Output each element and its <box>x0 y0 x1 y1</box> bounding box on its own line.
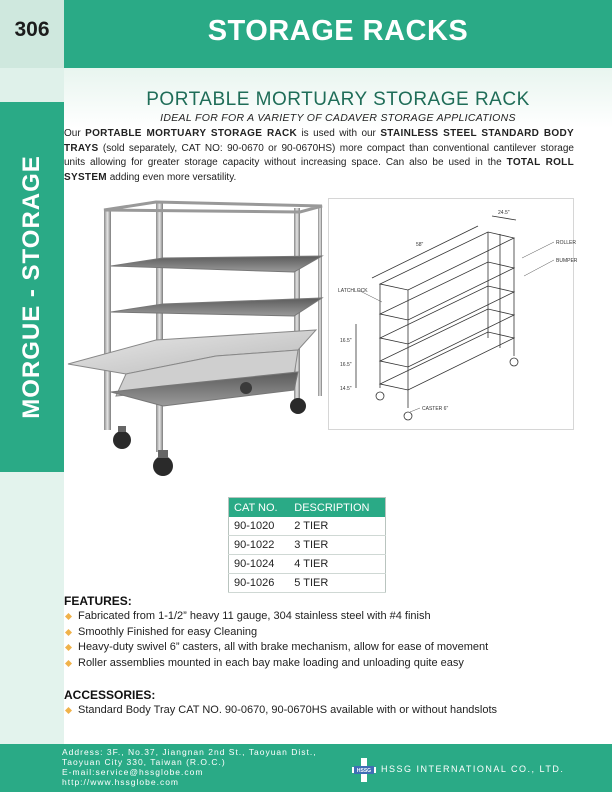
page-number: 306 <box>14 18 50 41</box>
height-2-label: 16.5" <box>340 362 352 368</box>
header-bar <box>64 0 612 68</box>
feature-text: Heavy-duty swivel 6” casters, all with brake mechanism, allow for ease of movement <box>78 641 489 653</box>
list-item <box>64 656 584 672</box>
feature-text: Smoothly Finished for easy Cleaning <box>78 625 258 638</box>
side-band-top <box>0 68 64 102</box>
bumper-label: BUMPER <box>556 258 578 264</box>
accessories-heading: ACCESSORIES: <box>64 688 156 702</box>
address-line-1: Address: 3F., No.37, Jiangnan 2nd St., Taoyuan Dist., <box>62 747 317 757</box>
rack-diagram <box>328 198 578 430</box>
rack-photo <box>66 200 322 482</box>
features-heading: FEATURES: <box>64 594 132 608</box>
caster-label: CASTER 6" <box>422 406 449 412</box>
latchlock-label: LATCHLOCK <box>338 288 368 294</box>
description: 5 TIER <box>289 574 385 593</box>
feature-text: Fabricated from 1-1/2” heavy 11 gauge, 304 stainless steel with #4 finish <box>78 610 431 622</box>
diamond-bullet-icon <box>65 644 72 651</box>
list-item <box>64 609 584 625</box>
intro-text-2: is used with our <box>297 128 381 139</box>
intro-text-4: adding even more versatility. <box>106 171 237 183</box>
side-label: MORGUE - STORAGE <box>18 155 45 419</box>
address-line-2: Taoyuan City 330, Taiwan (R.O.C.) <box>62 757 226 767</box>
features-list <box>64 609 584 671</box>
page-title: STORAGE RACKS <box>207 15 469 47</box>
intro-paragraph <box>64 127 574 185</box>
table-row <box>229 574 386 593</box>
roller-label: ROLLER <box>556 240 577 246</box>
cat-no: 90-1022 <box>229 536 290 555</box>
intro-bold-1: PORTABLE MORTUARY STORAGE RACK <box>85 128 298 139</box>
svg-text:HSSG: HSSG <box>356 768 372 775</box>
feature-text: Roller assemblies mounted in each bay make loading and unloading quite easy <box>78 656 464 669</box>
diamond-bullet-icon <box>65 629 72 636</box>
table-row <box>229 536 386 555</box>
dim-length-label: 58" <box>416 242 424 248</box>
description: 3 TIER <box>289 536 385 555</box>
table-header-row <box>229 498 386 518</box>
table-row <box>229 517 386 536</box>
cat-no: 90-1020 <box>229 517 290 536</box>
list-item <box>64 703 584 719</box>
catalog-table <box>228 497 386 593</box>
dim-width-label: 24.5" <box>498 210 510 216</box>
accessories-list <box>64 703 584 719</box>
footer-address <box>62 747 317 787</box>
email-link[interactable]: E-mail:service@hssglobe.com <box>62 767 204 777</box>
side-band-lower <box>0 472 64 744</box>
intro-bold-2: STAINLESS STEEL STANDARD BODY TRAYS <box>64 128 574 154</box>
website-link[interactable]: http://www.hssglobe.com <box>62 777 180 787</box>
diamond-bullet-icon <box>65 707 72 714</box>
intro-bold-3: TOTAL ROLL SYSTEM <box>64 157 575 183</box>
col-header-desc: DESCRIPTION <box>289 498 385 518</box>
diamond-bullet-icon <box>65 613 72 620</box>
list-item <box>64 625 584 641</box>
height-3-label: 14.5" <box>340 386 352 392</box>
height-1-label: 16.5" <box>340 338 352 344</box>
intro-text-1: Our <box>64 128 86 139</box>
description: 2 TIER <box>289 517 385 536</box>
table-row <box>229 555 386 574</box>
cat-no: 90-1024 <box>229 555 290 574</box>
description: 4 TIER <box>289 555 385 574</box>
footer <box>0 744 612 792</box>
page-number-box <box>0 0 64 68</box>
accessory-text: Standard Body Tray CAT NO. 90-0670, 90-0670HS available with or without handslots <box>78 704 498 716</box>
intro-text-3: (sold separately, CAT NO: 90-0670 or 90-0670HS) more compact than conventional cantilever storage units allowing for greater storage capacity without increasing space. Can also be used in the <box>64 142 574 168</box>
diamond-bullet-icon <box>65 660 72 667</box>
list-item <box>64 640 584 656</box>
company-logo-icon <box>352 758 376 782</box>
product-title: PORTABLE MORTUARY STORAGE RACK <box>146 89 530 110</box>
cat-no: 90-1026 <box>229 574 290 593</box>
col-header-cat: CAT NO. <box>229 498 290 518</box>
product-subtitle: IDEAL FOR FOR A VARIETY OF CADAVER STORAGE APPLICATIONS <box>160 112 516 124</box>
company-name: HSSG INTERNATIONAL CO., LTD. <box>381 764 565 774</box>
